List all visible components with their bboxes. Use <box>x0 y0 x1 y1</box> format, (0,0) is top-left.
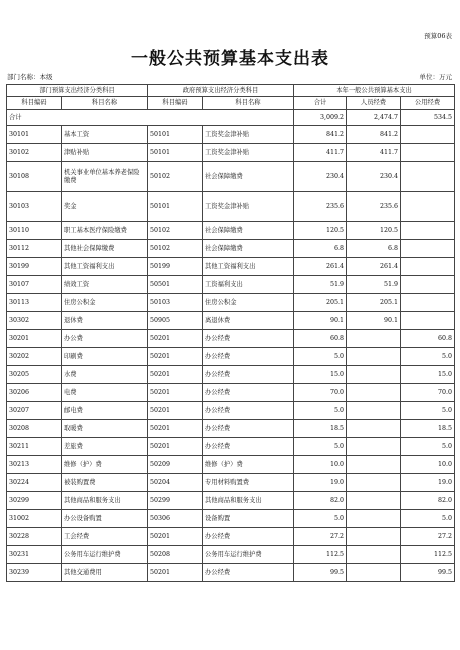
total-row <box>7 110 455 126</box>
cell-personnel <box>347 492 401 510</box>
cell-name1: 取暖费 <box>62 420 148 438</box>
cell-name2: 工资奖金津补贴 <box>203 126 294 144</box>
cell-public: 5.0 <box>401 402 455 420</box>
cell-personnel: 261.4 <box>347 258 401 276</box>
cell-sum: 5.0 <box>294 510 347 528</box>
cell-personnel: 120.5 <box>347 222 401 240</box>
cell-code1: 30199 <box>7 258 62 276</box>
group-header-row <box>7 85 455 97</box>
cell-code2: 50306 <box>148 510 203 528</box>
cell-name2: 其他商品和服务支出 <box>203 492 294 510</box>
cell-personnel: 411.7 <box>347 144 401 162</box>
cell-code2: 50201 <box>148 402 203 420</box>
cell-code2: 50102 <box>148 222 203 240</box>
cell-name1: 被装购置费 <box>62 474 148 492</box>
table-row <box>7 192 455 222</box>
cell-sum: 70.0 <box>294 384 347 402</box>
cell-code2: 50101 <box>148 126 203 144</box>
cell-sum: 205.1 <box>294 294 347 312</box>
total-sum: 3,009.2 <box>294 110 347 126</box>
cell-personnel <box>347 402 401 420</box>
cell-personnel <box>347 384 401 402</box>
cell-name1: 办公费 <box>62 330 148 348</box>
cell-name1: 其他工资福利支出 <box>62 258 148 276</box>
cell-name1: 津贴补贴 <box>62 144 148 162</box>
table-row <box>7 276 455 294</box>
cell-public: 5.0 <box>401 510 455 528</box>
cell-name2: 办公经费 <box>203 330 294 348</box>
col-header-sum: 合计 <box>294 97 347 110</box>
cell-code1: 30207 <box>7 402 62 420</box>
cell-code1: 30205 <box>7 366 62 384</box>
table-row <box>7 258 455 276</box>
table-row <box>7 546 455 564</box>
table-row <box>7 366 455 384</box>
cell-personnel <box>347 564 401 582</box>
cell-personnel: 51.9 <box>347 276 401 294</box>
cell-name1: 退休费 <box>62 312 148 330</box>
cell-sum: 10.0 <box>294 456 347 474</box>
cell-public: 10.0 <box>401 456 455 474</box>
cell-personnel <box>347 420 401 438</box>
cell-sum: 230.4 <box>294 162 347 192</box>
cell-name1: 奖金 <box>62 192 148 222</box>
cell-sum: 51.9 <box>294 276 347 294</box>
cell-code1: 30213 <box>7 456 62 474</box>
table-row <box>7 438 455 456</box>
col-header-personnel: 人员经费 <box>347 97 401 110</box>
cell-code1: 30302 <box>7 312 62 330</box>
cell-sum: 99.5 <box>294 564 347 582</box>
cell-code1: 30113 <box>7 294 62 312</box>
col-header-name2: 科目名称 <box>203 97 294 110</box>
cell-sum: 120.5 <box>294 222 347 240</box>
cell-code1: 30110 <box>7 222 62 240</box>
cell-personnel <box>347 456 401 474</box>
cell-sum: 5.0 <box>294 402 347 420</box>
cell-public <box>401 276 455 294</box>
cell-name1: 工会经费 <box>62 528 148 546</box>
cell-name2: 社会保障缴费 <box>203 222 294 240</box>
cell-name1: 邮电费 <box>62 402 148 420</box>
table-row <box>7 348 455 366</box>
cell-code1: 30231 <box>7 546 62 564</box>
page-title: 一般公共预算基本支出表 <box>131 49 329 69</box>
cell-name1: 其他社会保障缴费 <box>62 240 148 258</box>
cell-personnel <box>347 546 401 564</box>
table-row <box>7 144 455 162</box>
cell-code1: 30103 <box>7 192 62 222</box>
cell-code2: 50209 <box>148 456 203 474</box>
cell-sum: 82.0 <box>294 492 347 510</box>
cell-personnel <box>347 366 401 384</box>
cell-sum: 841.2 <box>294 126 347 144</box>
cell-personnel: 205.1 <box>347 294 401 312</box>
cell-name2: 办公经费 <box>203 528 294 546</box>
cell-code1: 30202 <box>7 348 62 366</box>
table-row <box>7 402 455 420</box>
cell-name1: 公务用车运行维护费 <box>62 546 148 564</box>
cell-personnel <box>347 474 401 492</box>
cell-public <box>401 240 455 258</box>
cell-name2: 维修（护）费 <box>203 456 294 474</box>
cell-sum: 235.6 <box>294 192 347 222</box>
cell-name2: 社会保障缴费 <box>203 162 294 192</box>
cell-sum: 5.0 <box>294 438 347 456</box>
cell-code2: 50102 <box>148 162 203 192</box>
cell-sum: 6.8 <box>294 240 347 258</box>
col-header-public: 公用经费 <box>401 97 455 110</box>
column-header-row <box>7 97 455 110</box>
cell-name1: 差旅费 <box>62 438 148 456</box>
cell-code2: 50201 <box>148 528 203 546</box>
total-public: 534.5 <box>401 110 455 126</box>
cell-code2: 50299 <box>148 492 203 510</box>
cell-sum: 19.0 <box>294 474 347 492</box>
cell-code2: 50201 <box>148 330 203 348</box>
cell-public: 82.0 <box>401 492 455 510</box>
cell-code2: 50208 <box>148 546 203 564</box>
cell-public <box>401 162 455 192</box>
cell-name2: 工资奖金津补贴 <box>203 192 294 222</box>
cell-code1: 30108 <box>7 162 62 192</box>
cell-sum: 411.7 <box>294 144 347 162</box>
table-row <box>7 510 455 528</box>
group-header-gov: 政府预算支出经济分类科目 <box>148 85 294 97</box>
form-number: 预算06表 <box>424 32 452 40</box>
cell-code2: 50102 <box>148 240 203 258</box>
cell-name1: 印刷费 <box>62 348 148 366</box>
cell-sum: 27.2 <box>294 528 347 546</box>
cell-personnel <box>347 348 401 366</box>
cell-code2: 50201 <box>148 420 203 438</box>
cell-code1: 30102 <box>7 144 62 162</box>
cell-code2: 50501 <box>148 276 203 294</box>
cell-code2: 50201 <box>148 366 203 384</box>
cell-sum: 261.4 <box>294 258 347 276</box>
cell-public: 5.0 <box>401 348 455 366</box>
cell-name1: 办公设备购置 <box>62 510 148 528</box>
cell-code1: 30228 <box>7 528 62 546</box>
table-row <box>7 162 455 192</box>
table-row <box>7 294 455 312</box>
cell-public: 99.5 <box>401 564 455 582</box>
cell-personnel: 90.1 <box>347 312 401 330</box>
cell-name2: 办公经费 <box>203 420 294 438</box>
budget-table <box>6 84 455 582</box>
cell-code2: 50201 <box>148 384 203 402</box>
cell-name2: 办公经费 <box>203 438 294 456</box>
cell-personnel <box>347 330 401 348</box>
total-personnel: 2,474.7 <box>347 110 401 126</box>
cell-public <box>401 144 455 162</box>
table-row <box>7 330 455 348</box>
cell-name1: 其他商品和服务支出 <box>62 492 148 510</box>
cell-personnel <box>347 528 401 546</box>
cell-name2: 办公经费 <box>203 402 294 420</box>
cell-name1: 住房公积金 <box>62 294 148 312</box>
cell-public: 15.0 <box>401 366 455 384</box>
table-row <box>7 126 455 144</box>
table-row <box>7 222 455 240</box>
table-row <box>7 564 455 582</box>
cell-sum: 5.0 <box>294 348 347 366</box>
cell-public <box>401 126 455 144</box>
cell-public: 27.2 <box>401 528 455 546</box>
cell-name2: 其他工资福利支出 <box>203 258 294 276</box>
cell-personnel: 6.8 <box>347 240 401 258</box>
cell-code2: 50101 <box>148 144 203 162</box>
cell-code2: 50103 <box>148 294 203 312</box>
table-row <box>7 420 455 438</box>
cell-public <box>401 258 455 276</box>
table-row <box>7 456 455 474</box>
cell-personnel <box>347 438 401 456</box>
cell-public <box>401 312 455 330</box>
cell-sum: 15.0 <box>294 366 347 384</box>
cell-code1: 31002 <box>7 510 62 528</box>
table-row <box>7 312 455 330</box>
cell-public: 19.0 <box>401 474 455 492</box>
cell-code2: 50201 <box>148 564 203 582</box>
table-row <box>7 384 455 402</box>
cell-name2: 公务用车运行维护费 <box>203 546 294 564</box>
cell-name2: 办公经费 <box>203 348 294 366</box>
cell-public: 60.8 <box>401 330 455 348</box>
cell-personnel <box>347 510 401 528</box>
cell-name1: 职工基本医疗保险缴费 <box>62 222 148 240</box>
cell-sum: 60.8 <box>294 330 347 348</box>
col-header-code1: 科目编码 <box>7 97 62 110</box>
cell-name2: 离退休费 <box>203 312 294 330</box>
group-header-budget: 本年一般公共预算基本支出 <box>294 85 455 97</box>
cell-name2: 办公经费 <box>203 366 294 384</box>
cell-name2: 专用材料购置费 <box>203 474 294 492</box>
cell-code2: 50204 <box>148 474 203 492</box>
table-row <box>7 474 455 492</box>
cell-code1: 30239 <box>7 564 62 582</box>
cell-code1: 30112 <box>7 240 62 258</box>
cell-code1: 30206 <box>7 384 62 402</box>
cell-public <box>401 294 455 312</box>
cell-personnel: 841.2 <box>347 126 401 144</box>
cell-name1: 水费 <box>62 366 148 384</box>
cell-name2: 设备购置 <box>203 510 294 528</box>
department-label: 部门名称：本级 <box>7 73 53 81</box>
cell-code2: 50101 <box>148 192 203 222</box>
cell-sum: 18.5 <box>294 420 347 438</box>
cell-code1: 30299 <box>7 492 62 510</box>
cell-code1: 30224 <box>7 474 62 492</box>
cell-public <box>401 222 455 240</box>
cell-name1: 机关事业单位基本养老保险缴费 <box>62 162 148 192</box>
cell-personnel: 230.4 <box>347 162 401 192</box>
table-row <box>7 528 455 546</box>
cell-name1: 其他交通费用 <box>62 564 148 582</box>
cell-name1: 维修（护）费 <box>62 456 148 474</box>
cell-name2: 工资福利支出 <box>203 276 294 294</box>
cell-name1: 电费 <box>62 384 148 402</box>
cell-name2: 住房公积金 <box>203 294 294 312</box>
cell-public: 70.0 <box>401 384 455 402</box>
table-row <box>7 240 455 258</box>
cell-code1: 30107 <box>7 276 62 294</box>
cell-code1: 30208 <box>7 420 62 438</box>
cell-personnel: 235.6 <box>347 192 401 222</box>
cell-code2: 50905 <box>148 312 203 330</box>
cell-code2: 50201 <box>148 438 203 456</box>
cell-code1: 30211 <box>7 438 62 456</box>
col-header-code2: 科目编码 <box>148 97 203 110</box>
cell-public: 5.0 <box>401 438 455 456</box>
col-header-name1: 科目名称 <box>62 97 148 110</box>
cell-name2: 社会保障缴费 <box>203 240 294 258</box>
cell-code2: 50199 <box>148 258 203 276</box>
cell-code1: 30201 <box>7 330 62 348</box>
cell-public: 18.5 <box>401 420 455 438</box>
cell-name2: 工资奖金津补贴 <box>203 144 294 162</box>
cell-public: 112.5 <box>401 546 455 564</box>
total-label: 合计 <box>7 110 294 126</box>
cell-code1: 30101 <box>7 126 62 144</box>
cell-sum: 90.1 <box>294 312 347 330</box>
cell-public <box>401 192 455 222</box>
cell-name2: 办公经费 <box>203 384 294 402</box>
cell-code2: 50201 <box>148 348 203 366</box>
unit-label: 单位：万元 <box>419 73 452 81</box>
cell-sum: 112.5 <box>294 546 347 564</box>
table-row <box>7 492 455 510</box>
cell-name1: 绩效工资 <box>62 276 148 294</box>
cell-name1: 基本工资 <box>62 126 148 144</box>
group-header-dept: 部门预算支出经济分类科目 <box>7 85 148 97</box>
cell-name2: 办公经费 <box>203 564 294 582</box>
